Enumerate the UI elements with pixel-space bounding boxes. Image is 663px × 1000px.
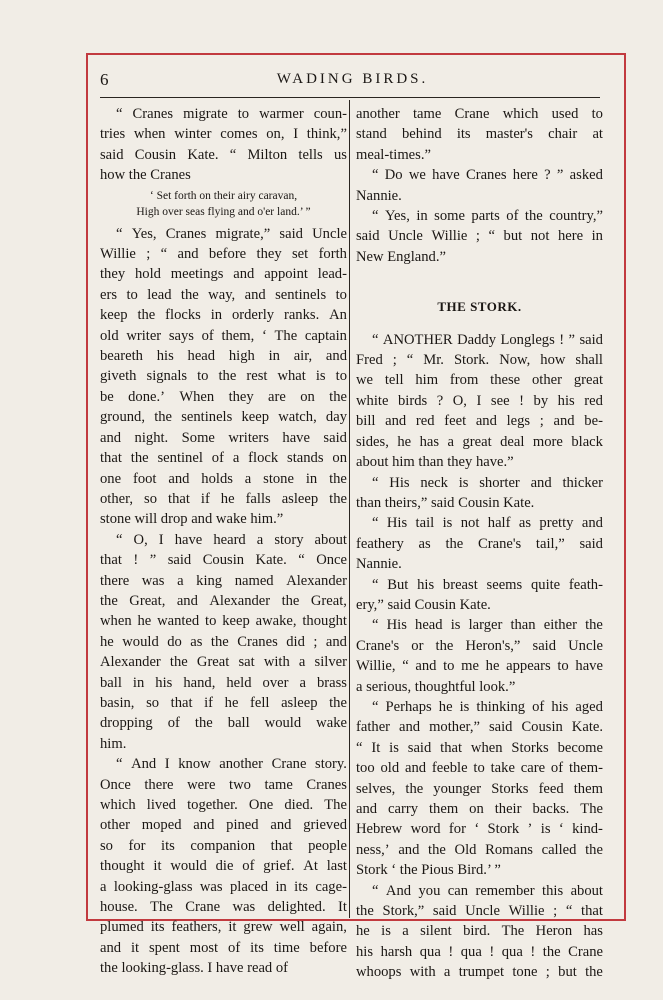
text-line: how the Cranes [100, 167, 191, 184]
text-line: and night. Some writers have said [100, 429, 347, 446]
text-line: “ Yes, in some parts of the country,” [372, 208, 603, 225]
text-line: which lived together. One died. The [100, 797, 347, 813]
paragraph [356, 206, 603, 267]
text-line: keep the flocks in orderly ranks. An [100, 307, 347, 324]
text-line: “ Do we have Cranes here ? ” asked [372, 167, 603, 184]
text-line: he would do as the Cranes did ; and [100, 633, 347, 650]
text-line: so for its companion that people [100, 837, 347, 854]
text-line: Nannie. [356, 556, 402, 573]
text-line: “ But his breast seems quite feath- [372, 576, 603, 593]
section-heading: THE STORK. [437, 299, 522, 315]
text-line: giveth signals to the rest what is to [100, 368, 347, 385]
text-line: ness,’ and the Old Romans called the [356, 841, 603, 858]
text-line: selves, the younger Storks feed them [356, 780, 603, 797]
text-line: feathery as the Crane's tail,” said [356, 535, 603, 552]
text-line: one foot and holds a stone in the [100, 470, 347, 487]
text-line: other, so that if he falls asleep the [100, 490, 347, 507]
text-line: Hebrew word for ‘ Stork ’ is ‘ kind- [356, 821, 603, 838]
text-line: “ His head is larger than either the [372, 617, 603, 634]
header-rule [100, 97, 600, 98]
text-line: basin, so that if he fell asleep the [100, 694, 347, 711]
text-line: said Cousin Kate. “ Milton tells us [100, 146, 347, 163]
text-line: dropping of the ball would wake [100, 715, 347, 732]
text-line: other moped and pined and grieved [100, 817, 347, 834]
text-line: and carry them on their backs. The [356, 801, 603, 817]
text-line: Crane's or the Heron's,” said Uncle [356, 637, 603, 654]
verse-quote [100, 186, 347, 224]
text-line: sides, he has a great deal more black [356, 433, 603, 450]
text-line: ery,” said Cousin Kate. [356, 596, 491, 613]
text-line: him. [100, 735, 127, 752]
text-line: whoops with a trumpet tone ; but the [356, 964, 603, 981]
text-line: Fred ; “ Mr. Stork. Now, how shall [356, 352, 603, 369]
text-line: Stork ‘ the Pious Bird.’ ” [356, 862, 501, 879]
text-line: Nannie. [356, 187, 402, 204]
text-line: “ And you can remember this about [372, 882, 603, 899]
text-line: the Great, and Alexander the Great, [100, 592, 347, 609]
text-line: Alexander the Great sat with a silver [100, 654, 347, 671]
text-line: stone will drop and wake him.” [100, 511, 284, 528]
paragraph [356, 575, 603, 616]
text-line: too old and feeble to take care of them- [356, 760, 603, 777]
text-line: stand behind its master's chair at [356, 126, 603, 143]
running-header [100, 68, 605, 94]
text-line: “ His neck is shorter and thicker [372, 474, 603, 491]
text-line: about him than they have.” [356, 454, 514, 471]
verse-line: High over seas flying and o'er land.’ ” [136, 205, 311, 218]
text-line: said Uncle Willie ; “ but not here in [356, 228, 603, 245]
text-line: and it spent most of its time before [100, 939, 347, 956]
text-line: another tame Crane which used to [356, 106, 603, 122]
text-line: a serious, thoughtful look.” [356, 678, 516, 695]
text-line: “ His tail is not half as pretty and [372, 515, 603, 532]
paragraph [356, 473, 603, 514]
text-line: Willie, “ and to me he appears to have [356, 658, 603, 675]
text-line: “ O, I have heard a story about [116, 531, 347, 548]
text-line: New England.” [356, 248, 446, 265]
text-line: old writer says of them, ‘ The captain [100, 327, 347, 344]
text-line: father and mother,” said Cousin Kate. [356, 719, 603, 736]
text-line: a looking-glass was placed in its cage- [100, 878, 347, 895]
text-line: bill and red feet and legs ; and be- [356, 413, 603, 430]
paragraph [356, 881, 603, 983]
text-line: “ And I know another Crane story. [116, 756, 347, 773]
paragraph [100, 104, 347, 186]
text-line: ground, the sentinels keep watch, day [100, 409, 347, 426]
paragraph [100, 754, 347, 978]
right-column [356, 104, 603, 983]
paragraph [100, 530, 347, 754]
text-line: the looking-glass. I have read of [100, 960, 289, 977]
page-number: 6 [100, 70, 109, 89]
paragraph [356, 615, 603, 697]
text-line: beareth his head high in air, and [100, 348, 347, 365]
text-line: “ Perhaps he is thinking of his aged [372, 698, 603, 715]
text-line: than theirs,” said Cousin Kate. [356, 494, 535, 511]
left-column [100, 104, 347, 979]
running-title: WADING BIRDS. [276, 71, 429, 87]
text-line: “ Cranes migrate to warmer coun- [116, 106, 347, 122]
text-line: we tell him from these other great [356, 372, 603, 389]
text-line: Once there were two tame Cranes [100, 776, 347, 793]
text-line: plumed its feathers, it grew well again, [100, 919, 347, 936]
paragraph [100, 224, 347, 530]
verse-line: ‘ Set forth on their airy caravan, [149, 189, 298, 202]
text-line: meal-times.” [356, 146, 431, 163]
paragraph [356, 513, 603, 574]
text-line: “ ANOTHER Daddy Longlegs ! ” said [372, 331, 603, 348]
paragraph [356, 104, 603, 165]
text-line: tries when winter comes on, I think,” [100, 126, 347, 143]
text-line: ball in his hand, held over a brass [100, 674, 347, 691]
paragraph [356, 165, 603, 206]
column-divider [349, 100, 350, 918]
text-line: there was a king named Alexander [100, 572, 347, 589]
paragraph [356, 697, 603, 881]
text-line: white birds ? O, I see ! by his red [356, 392, 603, 409]
text-line: that the sentinel of a flock stands on [100, 450, 347, 467]
text-line: ers to lead the way, and sentinels to [100, 286, 347, 303]
paragraph [356, 330, 603, 473]
text-line: the Stork,” said Uncle Willie ; “ that [356, 903, 603, 920]
text-line: be done.’ When they are on the [100, 388, 347, 405]
text-line: he is a silent bird. The Heron has [356, 923, 603, 940]
text-line: thought it would die of grief. At last [100, 858, 347, 875]
text-line: that ! ” said Cousin Kate. “ Once [100, 552, 347, 569]
text-line: his harsh qua ! qua ! qua ! the Crane [356, 943, 603, 960]
text-line: “ It is said that when Storks become [356, 739, 603, 756]
text-line: house. The Crane was delighted. It [100, 899, 347, 916]
text-line: they hold meetings and appoint lead- [100, 266, 347, 283]
text-line: Willie ; “ and before they set forth [100, 246, 347, 263]
text-line: when he wanted to keep awake, thought [100, 613, 347, 630]
text-line: “ Yes, Cranes migrate,” said Uncle [116, 225, 347, 242]
